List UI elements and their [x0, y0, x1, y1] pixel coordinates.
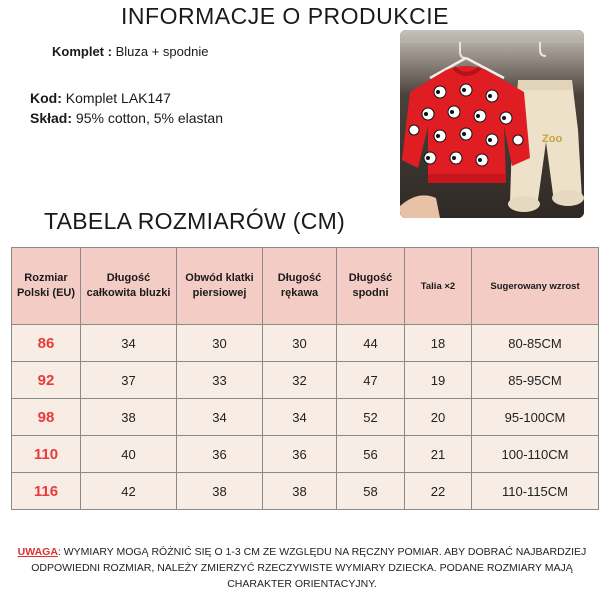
- kod-line: [30, 90, 171, 106]
- table-cell: 80-85CM: [472, 325, 599, 362]
- size-cell: 116: [12, 473, 81, 510]
- page-title: INFORMACJE O PRODUKCIE: [121, 3, 449, 29]
- table-cell: 44: [337, 325, 405, 362]
- komplet-label: Komplet :: [52, 44, 112, 59]
- table-cell: 36: [263, 436, 337, 473]
- product-photo: [400, 30, 584, 218]
- table-cell: 42: [81, 473, 177, 510]
- table-cell: 52: [337, 399, 405, 436]
- size-table: [11, 247, 599, 510]
- header-height: Sugerowany wzrost: [472, 248, 599, 325]
- size-cell: 86: [12, 325, 81, 362]
- table-cell: 38: [263, 473, 337, 510]
- warning-text: : WYMIARY MOGĄ RÓŻNIĆ SIĘ O 1-3 CM ZE WZGLĘDU NA RĘCZNY POMIAR. ABY DOBRAĆ NAJBARDZIEJ ODPOWIEDNI ROZMIAR, NALEŻY ZMIERZYĆ RZECZYWISTE WYMIARY DZIECKA. PODANE ROZMIARY MAJĄ CHARAKTER ORIENTACYJNY.: [31, 546, 587, 590]
- table-cell: 21: [405, 436, 472, 473]
- header-chest: Obwód klatki piersiowej: [177, 248, 263, 325]
- table-row: [12, 399, 599, 436]
- table-row: [12, 473, 599, 510]
- komplet-value: Bluza + spodnie: [115, 44, 209, 59]
- kod-value: Komplet LAK147: [65, 90, 171, 106]
- table-cell: 40: [81, 436, 177, 473]
- header-top-length: Długość całkowita bluzki: [81, 248, 177, 325]
- size-cell: 98: [12, 399, 81, 436]
- table-title: TABELA ROZMIARÓW (CM): [44, 208, 346, 234]
- komplet-line: [52, 44, 208, 59]
- table-cell: 34: [177, 399, 263, 436]
- table-cell: 100-110CM: [472, 436, 599, 473]
- table-row: [12, 362, 599, 399]
- table-cell: 38: [177, 473, 263, 510]
- sklad-line: [30, 110, 223, 126]
- kod-label: Kod:: [30, 90, 62, 106]
- table-row: [12, 436, 599, 473]
- table-cell: 95-100CM: [472, 399, 599, 436]
- header-pants-length: Długość spodni: [337, 248, 405, 325]
- table-cell: 37: [81, 362, 177, 399]
- table-cell: 34: [81, 325, 177, 362]
- header-size: Rozmiar Polski (EU): [12, 248, 81, 325]
- table-cell: 22: [405, 473, 472, 510]
- table-cell: 20: [405, 399, 472, 436]
- header-sleeve: Długość rękawa: [263, 248, 337, 325]
- table-cell: 33: [177, 362, 263, 399]
- table-cell: 34: [263, 399, 337, 436]
- warning-label: UWAGA: [17, 546, 58, 558]
- size-cell: 110: [12, 436, 81, 473]
- sklad-value: 95% cotton, 5% elastan: [75, 110, 224, 126]
- size-cell: 92: [12, 362, 81, 399]
- product-illustration: [400, 30, 584, 218]
- table-cell: 30: [263, 325, 337, 362]
- table-row: [12, 325, 599, 362]
- table-cell: 30: [177, 325, 263, 362]
- table-cell: 19: [405, 362, 472, 399]
- warning-note: [10, 544, 594, 592]
- table-cell: 58: [337, 473, 405, 510]
- pants-print: Zoo: [542, 133, 563, 145]
- table-cell: 18: [405, 325, 472, 362]
- table-cell: 85-95CM: [472, 362, 599, 399]
- table-header-row: [12, 248, 599, 325]
- sklad-label: Skład:: [30, 110, 73, 126]
- header-waist: Talia ×2: [405, 248, 472, 325]
- table-cell: 110-115CM: [472, 473, 599, 510]
- table-cell: 38: [81, 399, 177, 436]
- table-cell: 56: [337, 436, 405, 473]
- table-cell: 32: [263, 362, 337, 399]
- table-cell: 36: [177, 436, 263, 473]
- table-cell: 47: [337, 362, 405, 399]
